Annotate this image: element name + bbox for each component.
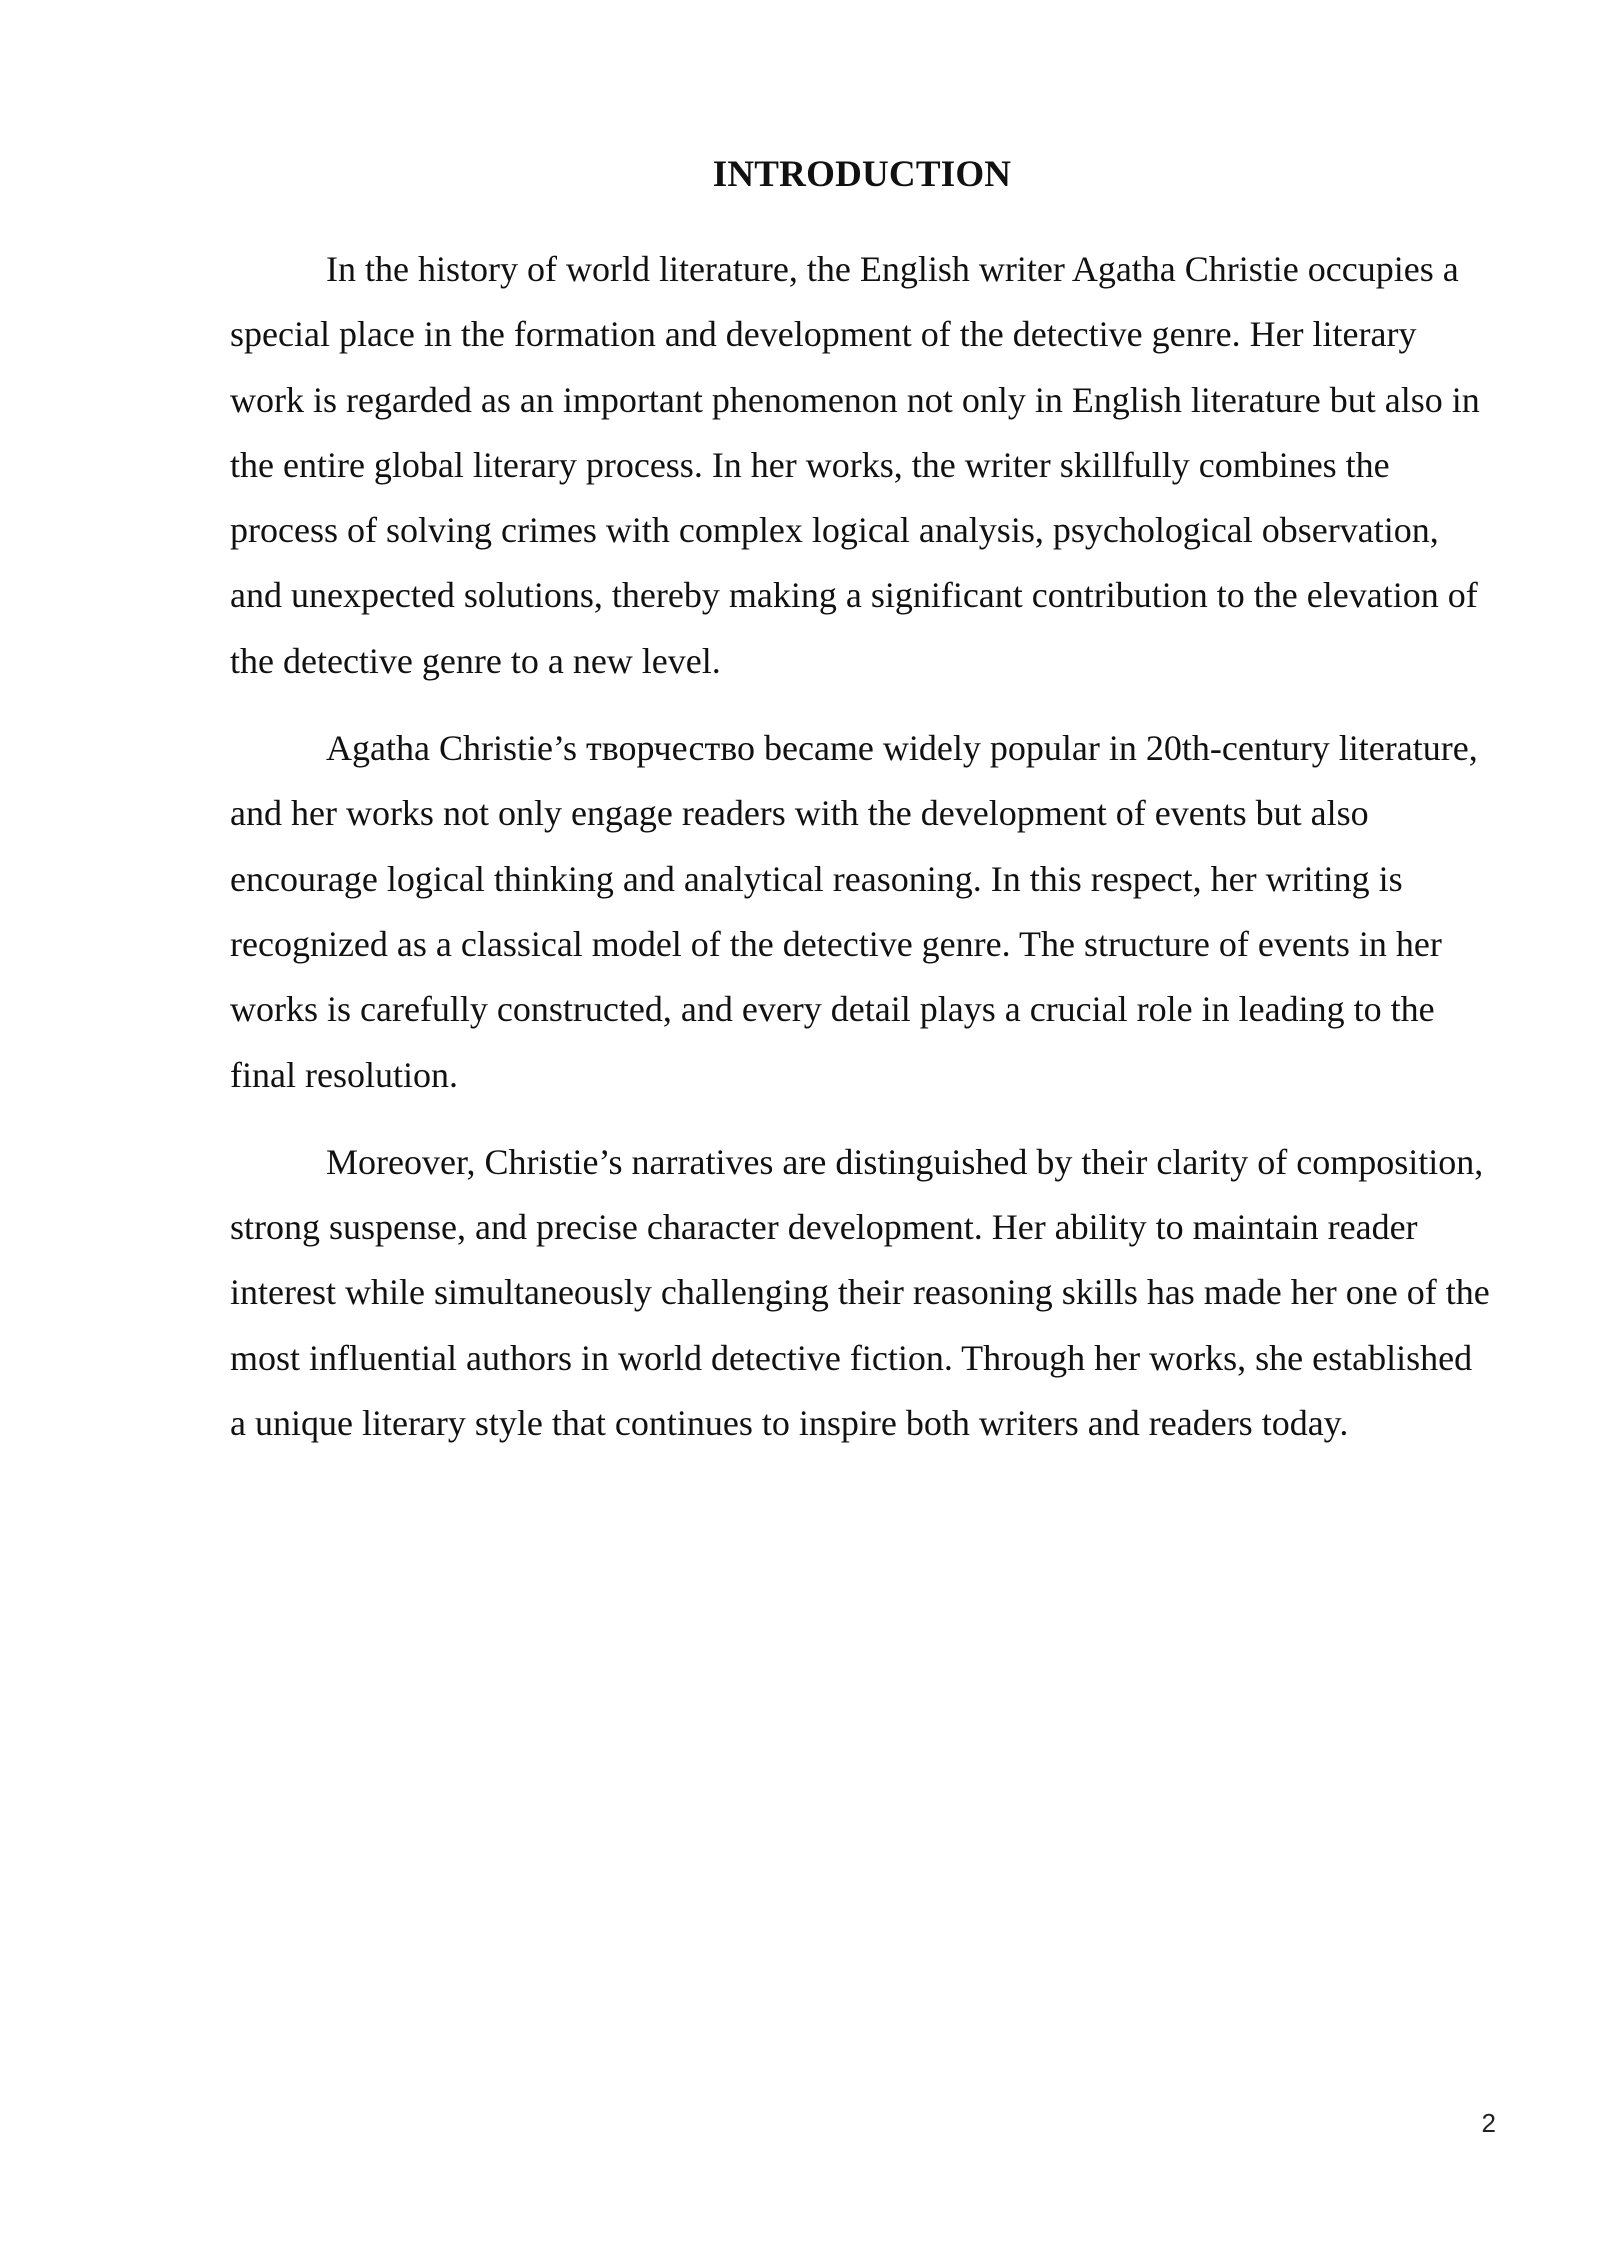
paragraph-1: In the history of world literature, the English writer Agatha Christie occupies a special place in the formation and development of the detective genre. Her literary work is regarded as an important phenomenon not only in English literature but also in the entire global literary process. In her works, the writer skillfully combines the process of solving crimes with complex logical analysis, psychological observation, and unexpected solutions, thereby making a significant contribution to the elevation of the detective genre to a new level.	[230, 249, 1480, 681]
section-heading: INTRODUCTION	[712, 154, 1012, 195]
paragraph-3: Moreover, Christie’s narratives are distinguished by their clarity of composition, strong suspense, and precise character development. Her ability to maintain reader interest while simultaneously challenging their reasoning skills has made her one of the most influential authors in world detective fiction. Through her works, she established a unique literary style that continues to inspire both writers and readers today.	[230, 1141, 1490, 1444]
paragraph-2: Agatha Christie’s творчество became widely popular in 20th-century literature, and her works not only engage readers with the development of events but also encourage logical thinking and analytical reasoning. In this respect, her writing is recognized as a classical model of the detective genre. The structure of events in her works is carefully constructed, and every detail plays a crucial role in leading to the final resolution.	[230, 728, 1478, 1095]
page-number: 2	[1481, 2108, 1496, 2138]
body-text	[230, 237, 1494, 1478]
